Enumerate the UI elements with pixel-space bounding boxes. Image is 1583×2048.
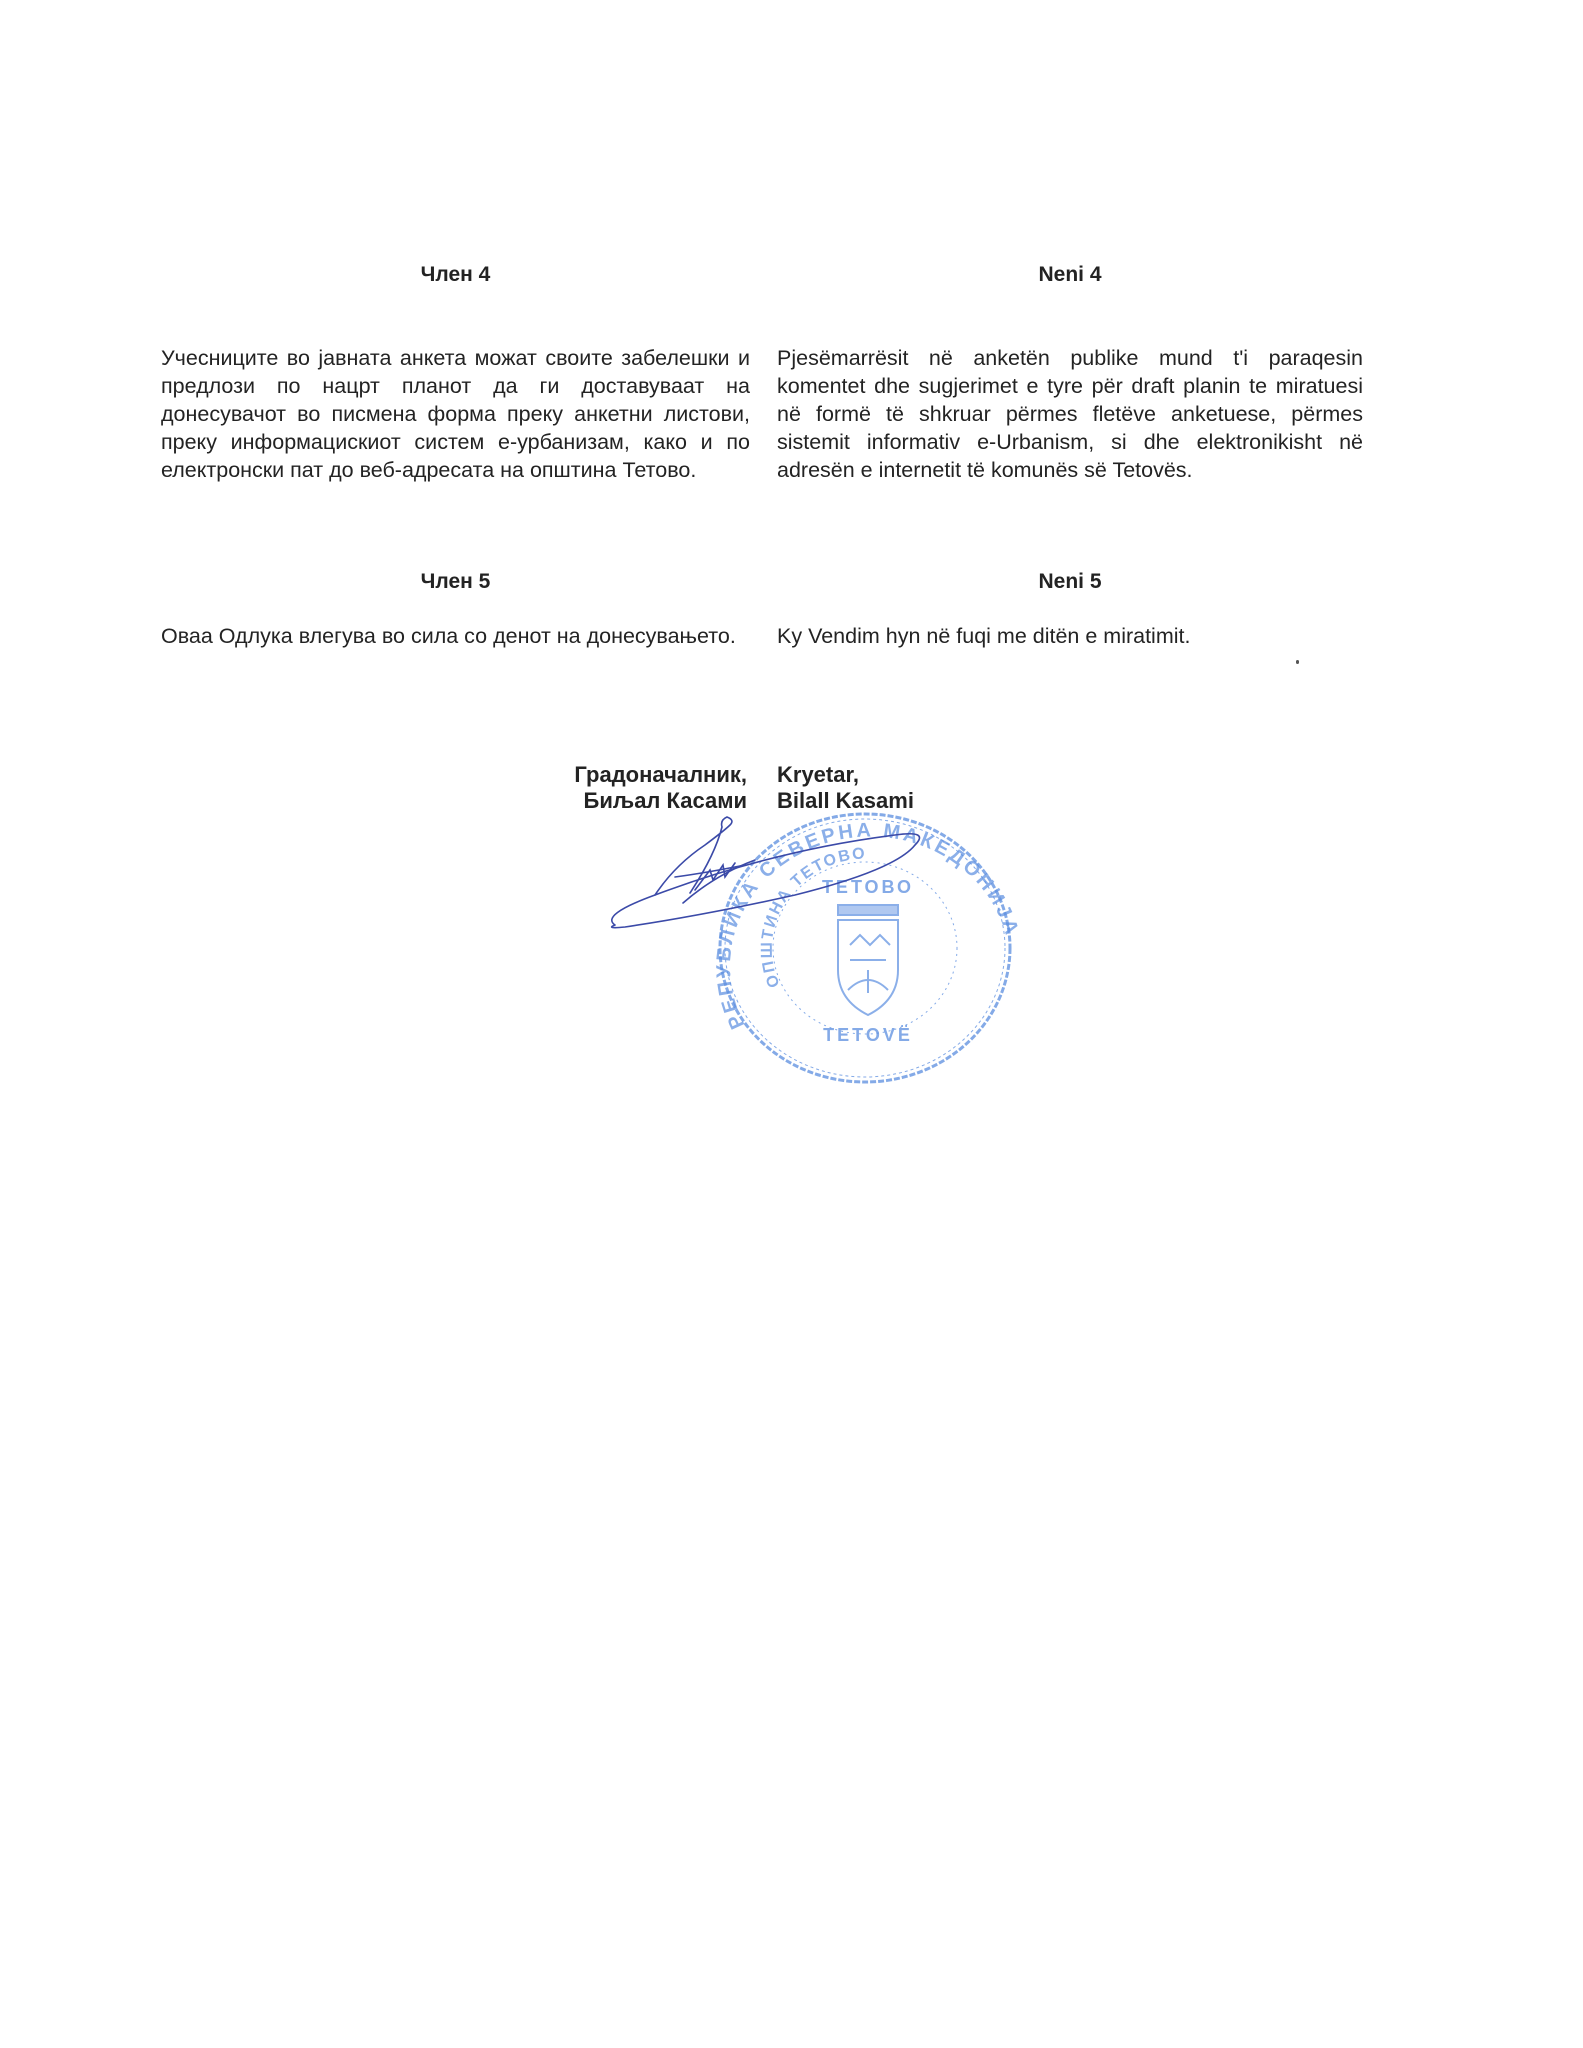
article-5-heading-mk: Член 5 <box>420 570 491 593</box>
article-4-text-mk: Учесниците во јавната анкета можат своите забелешки и предлози по нацрт планот да ги доставуваат на донесувачот во писмена форма преку анкетни листови, преку информацискиот систем е-урбанизам, како и по електронски пат до веб-адресата на општина Тетово. <box>161 346 750 482</box>
article-4-heading-sq: Neni 4 <box>1038 263 1102 286</box>
article-4-heading-mk: Член 4 <box>420 263 491 286</box>
article-5-text-sq: Ky Vendim hyn në fuqi me ditën e miratimit. <box>777 624 1191 648</box>
article-4-text-sq: Pjesëmarrësit në anketën publike mund t'i paraqesin komentet dhe sugjerimet e tyre për draft planin te miratuesi në formë të shkruar përmes fletëve anketuese, përmes sistemit informativ e-Urbanism, si dhe elektronikisht në adresën e internetit të komunës së Tetovës. <box>777 346 1363 482</box>
article-5-heading-sq: Neni 5 <box>1038 570 1102 593</box>
scan-speck <box>1296 660 1299 664</box>
mayor-title-sq: Kryetar, <box>777 762 859 787</box>
mayor-title-mk: Градоначалник, <box>574 762 747 787</box>
stamp-top-text: ТЕТОВО <box>821 877 915 897</box>
stamp-outer-text: РЕПУБЛИКА СЕВЕРНА МАКЕДОНИЈА <box>712 819 1024 1033</box>
stamp-inner-text: ОПШТИНА ТЕТОВО <box>758 845 868 990</box>
handwritten-signature <box>595 815 935 935</box>
mayor-name-sq: Bilall Kasami <box>777 788 914 813</box>
stamp-bottom-text: TETOVË <box>823 1025 913 1045</box>
mayor-name-mk: Биљал Касами <box>583 788 747 813</box>
article-5-text-mk: Оваа Одлука влегува во сила со денот на донесувањето. <box>161 624 736 648</box>
